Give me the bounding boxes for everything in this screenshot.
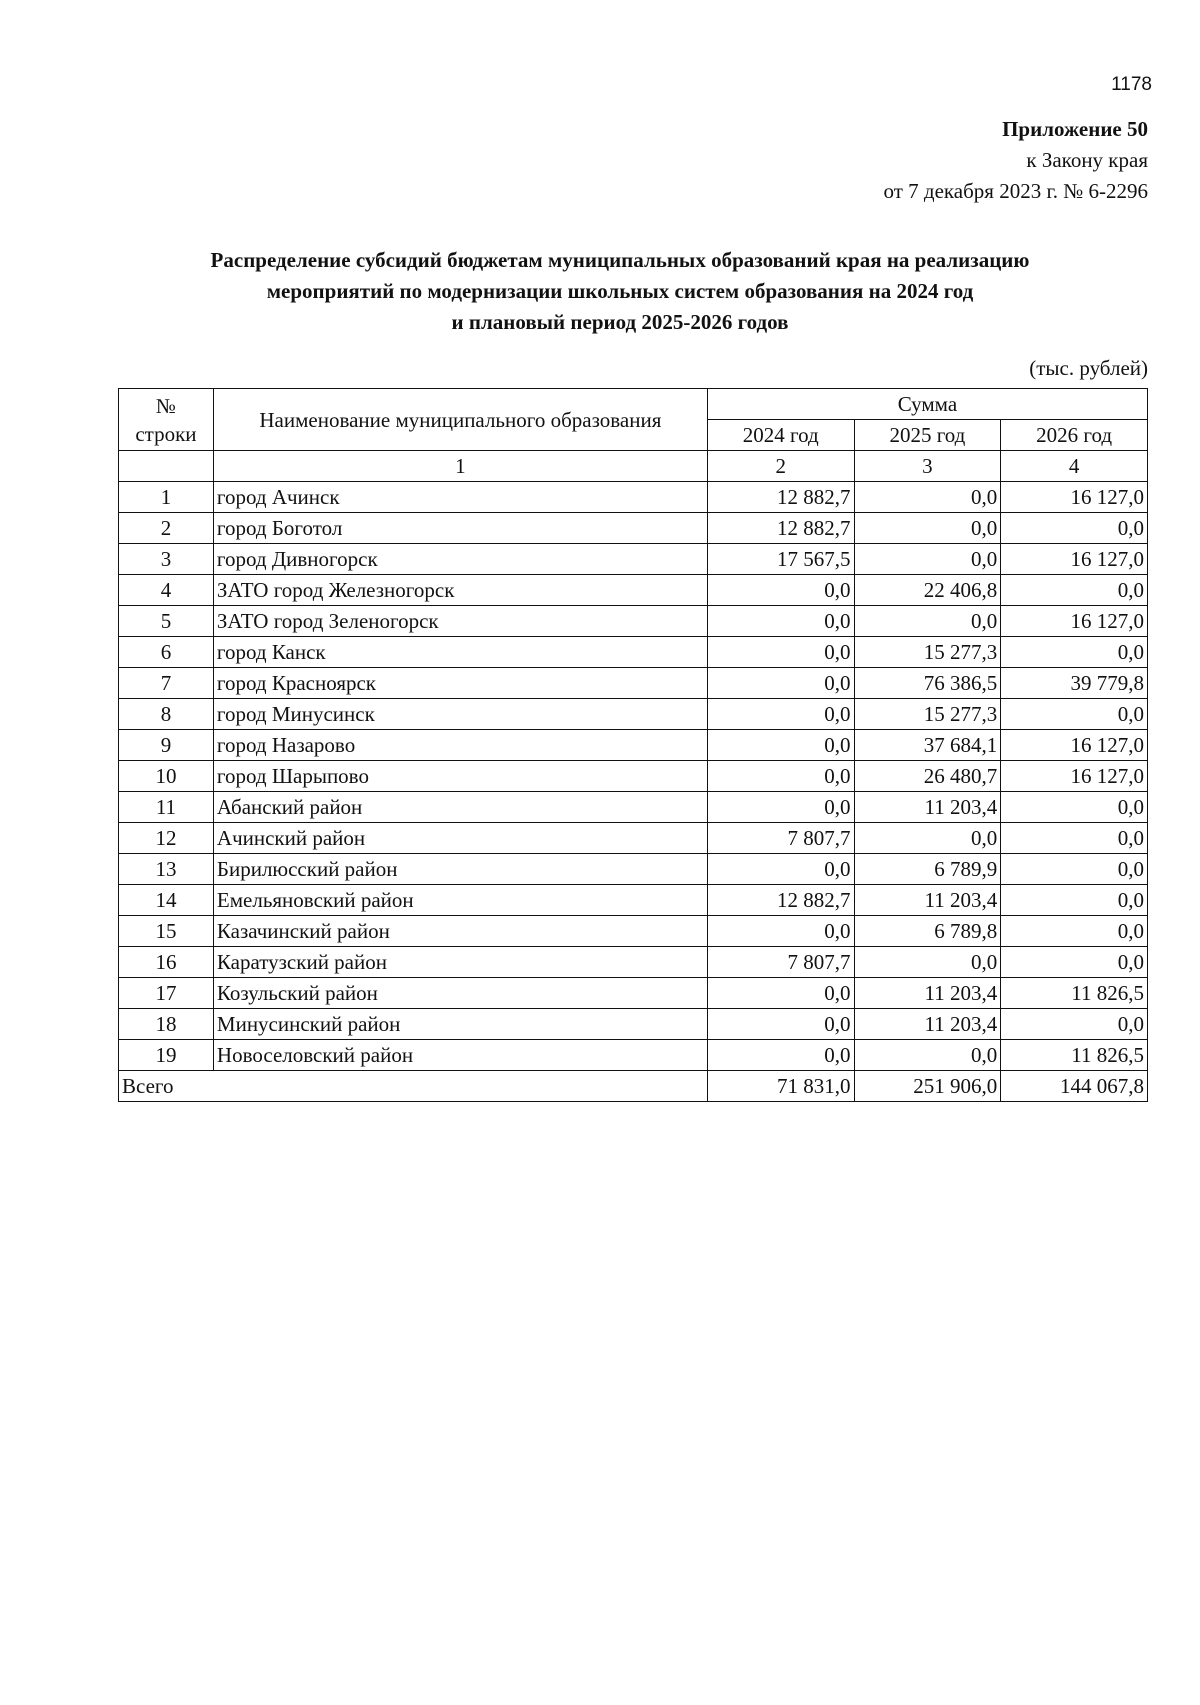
row-municipality: ЗАТО город Железногорск xyxy=(213,575,707,606)
table-row xyxy=(119,823,1148,854)
row-value-2024: 12 882,7 xyxy=(707,482,854,513)
annex-title: Приложение 50 xyxy=(1002,117,1148,141)
table-row xyxy=(119,1040,1148,1071)
row-number: 3 xyxy=(119,544,214,575)
row-number: 7 xyxy=(119,668,214,699)
row-number: 9 xyxy=(119,730,214,761)
row-value-2026: 16 127,0 xyxy=(1001,606,1148,637)
total-2024: 71 831,0 xyxy=(707,1071,854,1102)
row-value-2025: 0,0 xyxy=(854,823,1001,854)
row-number: 1 xyxy=(119,482,214,513)
index-cell xyxy=(119,451,214,482)
title-line-2: мероприятий по модернизации школьных систем образования на 2024 год xyxy=(266,279,974,303)
table-row xyxy=(119,761,1148,792)
column-index-row xyxy=(119,451,1148,482)
row-municipality: Казачинский район xyxy=(213,916,707,947)
row-value-2026: 0,0 xyxy=(1001,699,1148,730)
row-value-2024: 0,0 xyxy=(707,637,854,668)
table-row xyxy=(119,792,1148,823)
annex-block xyxy=(884,114,1148,207)
row-value-2025: 11 203,4 xyxy=(854,792,1001,823)
row-value-2025: 11 203,4 xyxy=(854,885,1001,916)
row-value-2025: 22 406,8 xyxy=(854,575,1001,606)
row-municipality: город Назарово xyxy=(213,730,707,761)
row-value-2025: 26 480,7 xyxy=(854,761,1001,792)
row-number: 18 xyxy=(119,1009,214,1040)
table-row xyxy=(119,854,1148,885)
subsidy-table xyxy=(118,388,1148,1102)
row-value-2024: 0,0 xyxy=(707,1009,854,1040)
row-value-2026: 16 127,0 xyxy=(1001,730,1148,761)
index-cell: 4 xyxy=(1001,451,1148,482)
row-value-2025: 0,0 xyxy=(854,482,1001,513)
row-number: 16 xyxy=(119,947,214,978)
row-value-2025: 6 789,8 xyxy=(854,916,1001,947)
row-number: 2 xyxy=(119,513,214,544)
title-line-3: и плановый период 2025-2026 годов xyxy=(451,310,789,334)
row-value-2025: 76 386,5 xyxy=(854,668,1001,699)
row-value-2024: 0,0 xyxy=(707,575,854,606)
row-value-2026: 16 127,0 xyxy=(1001,544,1148,575)
row-value-2025: 6 789,9 xyxy=(854,854,1001,885)
row-value-2025: 0,0 xyxy=(854,606,1001,637)
row-value-2025: 11 203,4 xyxy=(854,978,1001,1009)
row-number: 6 xyxy=(119,637,214,668)
row-value-2024: 0,0 xyxy=(707,854,854,885)
row-number: 19 xyxy=(119,1040,214,1071)
row-value-2026: 0,0 xyxy=(1001,575,1148,606)
table-row xyxy=(119,668,1148,699)
row-value-2026: 0,0 xyxy=(1001,823,1148,854)
row-number: 15 xyxy=(119,916,214,947)
row-municipality: ЗАТО город Зеленогорск xyxy=(213,606,707,637)
total-2025: 251 906,0 xyxy=(854,1071,1001,1102)
row-value-2024: 0,0 xyxy=(707,761,854,792)
row-value-2024: 0,0 xyxy=(707,1040,854,1071)
table-row xyxy=(119,1009,1148,1040)
total-label: Всего xyxy=(119,1071,708,1102)
row-number: 10 xyxy=(119,761,214,792)
page-number: 1178 xyxy=(1111,74,1152,95)
total-2026: 144 067,8 xyxy=(1001,1071,1148,1102)
row-municipality: Абанский район xyxy=(213,792,707,823)
row-number: 11 xyxy=(119,792,214,823)
annex-date: от 7 декабря 2023 г. № 6-2296 xyxy=(883,179,1148,203)
row-value-2024: 17 567,5 xyxy=(707,544,854,575)
table-row xyxy=(119,482,1148,513)
table-row xyxy=(119,544,1148,575)
row-value-2025: 11 203,4 xyxy=(854,1009,1001,1040)
row-value-2024: 12 882,7 xyxy=(707,513,854,544)
table-row xyxy=(119,606,1148,637)
row-value-2026: 0,0 xyxy=(1001,885,1148,916)
row-value-2026: 11 826,5 xyxy=(1001,978,1148,1009)
header-num-word: строки xyxy=(135,421,197,446)
row-value-2025: 37 684,1 xyxy=(854,730,1001,761)
row-municipality: город Ачинск xyxy=(213,482,707,513)
table-body xyxy=(119,482,1148,1071)
table-row xyxy=(119,885,1148,916)
row-number: 5 xyxy=(119,606,214,637)
row-municipality: Козульский район xyxy=(213,978,707,1009)
row-number: 17 xyxy=(119,978,214,1009)
index-cell: 2 xyxy=(707,451,854,482)
row-value-2026: 39 779,8 xyxy=(1001,668,1148,699)
table-row xyxy=(119,575,1148,606)
table-row xyxy=(119,947,1148,978)
row-value-2026: 0,0 xyxy=(1001,947,1148,978)
header-num-sign: № xyxy=(155,393,176,418)
total-row xyxy=(119,1071,1148,1102)
row-municipality: Емельяновский район xyxy=(213,885,707,916)
header-2025: 2025 год xyxy=(854,420,1001,451)
table-row xyxy=(119,916,1148,947)
table-row xyxy=(119,513,1148,544)
units-label: (тыс. рублей) xyxy=(1029,356,1148,380)
row-value-2025: 15 277,3 xyxy=(854,637,1001,668)
row-municipality: Новоселовский район xyxy=(213,1040,707,1071)
row-value-2025: 15 277,3 xyxy=(854,699,1001,730)
row-value-2024: 0,0 xyxy=(707,668,854,699)
header-2024: 2024 год xyxy=(707,420,854,451)
row-value-2024: 0,0 xyxy=(707,606,854,637)
row-value-2026: 16 127,0 xyxy=(1001,761,1148,792)
row-municipality: Каратузский район xyxy=(213,947,707,978)
table-row xyxy=(119,637,1148,668)
row-value-2025: 0,0 xyxy=(854,1040,1001,1071)
row-municipality: Ачинский район xyxy=(213,823,707,854)
header-sum: Сумма xyxy=(707,389,1147,420)
row-value-2025: 0,0 xyxy=(854,544,1001,575)
row-value-2025: 0,0 xyxy=(854,947,1001,978)
row-municipality: город Боготол xyxy=(213,513,707,544)
row-value-2025: 0,0 xyxy=(854,513,1001,544)
row-value-2026: 0,0 xyxy=(1001,637,1148,668)
table-row xyxy=(119,978,1148,1009)
row-municipality: город Канск xyxy=(213,637,707,668)
index-cell: 3 xyxy=(854,451,1001,482)
annex-law: к Закону края xyxy=(1026,148,1148,172)
row-municipality: город Красноярск xyxy=(213,668,707,699)
document-title xyxy=(120,245,1120,338)
row-value-2024: 0,0 xyxy=(707,916,854,947)
row-municipality: Минусинский район xyxy=(213,1009,707,1040)
row-value-2024: 0,0 xyxy=(707,699,854,730)
table-row xyxy=(119,699,1148,730)
table-row xyxy=(119,730,1148,761)
row-municipality: город Минусинск xyxy=(213,699,707,730)
row-value-2024: 0,0 xyxy=(707,792,854,823)
row-number: 12 xyxy=(119,823,214,854)
title-line-1: Распределение субсидий бюджетам муниципальных образований края на реализацию xyxy=(210,248,1030,272)
row-number: 14 xyxy=(119,885,214,916)
row-value-2026: 11 826,5 xyxy=(1001,1040,1148,1071)
row-value-2024: 0,0 xyxy=(707,978,854,1009)
row-value-2026: 0,0 xyxy=(1001,916,1148,947)
row-value-2026: 0,0 xyxy=(1001,1009,1148,1040)
row-value-2026: 0,0 xyxy=(1001,513,1148,544)
row-value-2024: 7 807,7 xyxy=(707,823,854,854)
row-number: 4 xyxy=(119,575,214,606)
row-value-2024: 0,0 xyxy=(707,730,854,761)
index-cell: 1 xyxy=(213,451,707,482)
row-number: 13 xyxy=(119,854,214,885)
row-value-2026: 0,0 xyxy=(1001,854,1148,885)
row-municipality: город Шарыпово xyxy=(213,761,707,792)
row-value-2024: 12 882,7 xyxy=(707,885,854,916)
row-value-2024: 7 807,7 xyxy=(707,947,854,978)
header-2026: 2026 год xyxy=(1001,420,1148,451)
row-value-2026: 16 127,0 xyxy=(1001,482,1148,513)
row-municipality: город Дивногорск xyxy=(213,544,707,575)
row-municipality: Бирилюсский район xyxy=(213,854,707,885)
row-value-2026: 0,0 xyxy=(1001,792,1148,823)
header-name: Наименование муниципального образования xyxy=(213,389,707,451)
row-number: 8 xyxy=(119,699,214,730)
header-row-number xyxy=(119,389,214,451)
